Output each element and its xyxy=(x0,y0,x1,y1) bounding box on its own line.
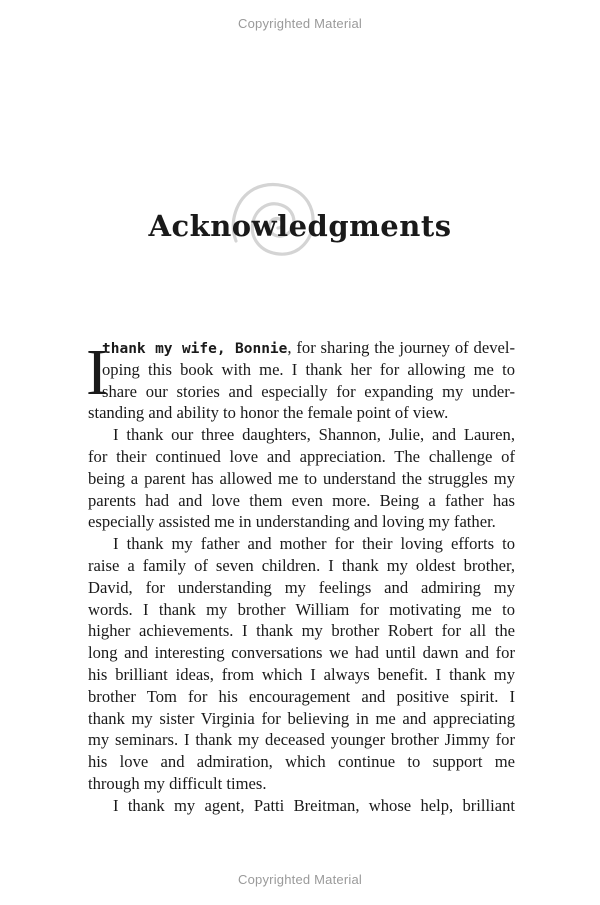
text-line: parents had and love them even more. Being a father has xyxy=(88,490,515,510)
text-line: through my difficult times. xyxy=(88,773,267,793)
text-line: for their continued love and appreciation. The challenge of xyxy=(88,446,515,466)
text-line: my seminars. I thank my deceased younger brother Jimmy for xyxy=(88,730,515,750)
copyright-watermark-top: Copyrighted Material xyxy=(238,16,362,31)
text-line: words. I thank my brother William for motivating me to xyxy=(88,599,515,619)
lead-in-text: thank my wife, Bonnie xyxy=(102,341,288,357)
text-line: I thank my agent, Patti Breitman, whose help, brilliant xyxy=(113,795,515,815)
text-line: thank my sister Virginia for believing in me and appreciating xyxy=(88,708,515,728)
text-line: brother Tom for his encouragement and positive spirit. I xyxy=(88,686,515,706)
text-line: thank my wife, Bonnie, for sharing the journey of devel- xyxy=(102,338,515,357)
copyright-watermark-bottom: Copyrighted Material xyxy=(238,872,362,887)
body-text xyxy=(88,337,515,817)
paragraph-4 xyxy=(88,795,515,817)
text-line: David, for understanding my feelings and admiring my xyxy=(88,577,515,597)
text-line: raise a family of seven children. I thank my oldest brother, xyxy=(88,555,515,575)
text-line: I thank my father and mother for their loving efforts to xyxy=(113,534,515,554)
text-line: especially assisted me in understanding and loving my father. xyxy=(88,512,496,532)
chapter-title: Acknowledgments xyxy=(148,209,452,244)
text-line: long and interesting conversations we had until dawn and for xyxy=(88,643,515,663)
paragraph-1 xyxy=(88,337,515,424)
text-line: his brilliant ideas, from which I always benefit. I thank my xyxy=(88,664,515,684)
text-line: his love and admiration, which continue to support me xyxy=(88,752,515,772)
text-line: share our stories and especially for expanding my under- xyxy=(102,381,515,401)
paragraph-2 xyxy=(88,424,515,533)
drop-cap: I xyxy=(86,336,108,409)
text-line: being a parent has allowed me to understand the struggles my xyxy=(88,468,515,488)
text-line: oping this book with me. I thank her for allowing me to xyxy=(102,359,515,379)
text-line: higher achievements. I thank my brother Robert for all the xyxy=(88,621,515,641)
paragraph-3 xyxy=(88,533,515,795)
text-line: I thank our three daughters, Shannon, Julie, and Lauren, xyxy=(113,425,515,445)
text-line: standing and ability to honor the female point of view. xyxy=(88,403,449,423)
